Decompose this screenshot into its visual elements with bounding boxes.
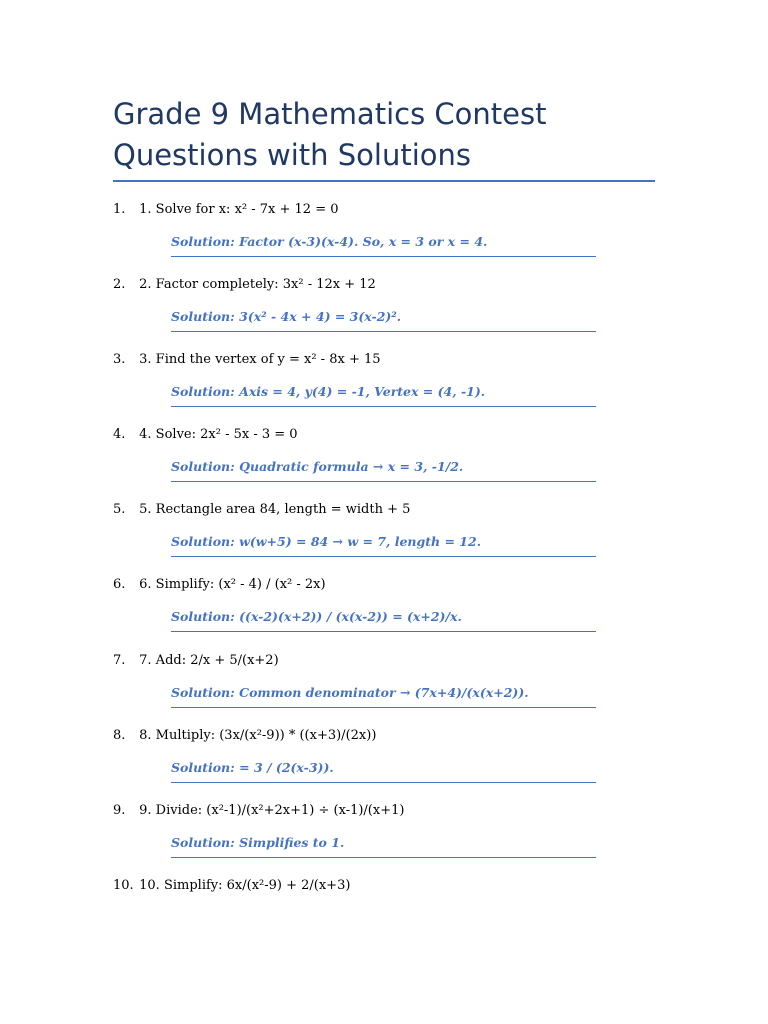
question-number: 3. — [113, 352, 126, 367]
title-line-2: Questions with Solutions — [113, 138, 472, 172]
solution-text: Solution: = 3 / (2(x-3)). — [171, 759, 596, 783]
question-number: 1. — [113, 202, 126, 217]
solution-text: Solution: ((x-2)(x+2)) / (x(x-2)) = (x+2)/x. — [171, 608, 596, 632]
question-number: 6. — [113, 577, 126, 592]
question-item — [113, 351, 673, 369]
question-number: 7. — [113, 653, 126, 668]
question-text: 4. Solve: 2x² - 5x - 3 = 0 — [139, 427, 298, 442]
question-item — [113, 426, 673, 444]
title-line-1: Grade 9 Mathematics Contest — [113, 97, 547, 131]
question-text: 6. Simplify: (x² - 4) / (x² - 2x) — [139, 577, 326, 592]
question-number: 5. — [113, 502, 126, 517]
question-item — [113, 276, 673, 294]
solution-text: Solution: Common denominator → (7x+4)/(x(x+2)). — [171, 684, 596, 708]
question-text: 1. Solve for x: x² - 7x + 12 = 0 — [139, 202, 339, 217]
question-number: 2. — [113, 277, 126, 292]
question-text: 10. Simplify: 6x/(x²-9) + 2/(x+3) — [139, 878, 351, 893]
question-item — [113, 727, 673, 745]
question-item — [113, 652, 673, 670]
question-number: 8. — [113, 728, 126, 743]
question-number: 10. — [113, 878, 134, 893]
question-item — [113, 877, 673, 895]
question-text: 8. Multiply: (3x/(x²-9)) * ((x+3)/(2x)) — [139, 728, 377, 743]
solution-text: Solution: Simplifies to 1. — [171, 834, 596, 858]
solution-text: Solution: 3(x² - 4x + 4) = 3(x-2)². — [171, 308, 596, 332]
question-item — [113, 576, 673, 594]
question-text: 3. Find the vertex of y = x² - 8x + 15 — [139, 352, 381, 367]
solution-text: Solution: Axis = 4, y(4) = -1, Vertex = (4, -1). — [171, 383, 596, 407]
page-title — [113, 94, 673, 176]
question-item — [113, 802, 673, 820]
solution-text: Solution: Quadratic formula → x = 3, -1/2. — [171, 458, 596, 482]
title-divider — [113, 180, 655, 182]
question-number: 9. — [113, 803, 126, 818]
question-item — [113, 501, 673, 519]
question-text: 9. Divide: (x²-1)/(x²+2x+1) ÷ (x-1)/(x+1) — [139, 803, 405, 818]
solution-text: Solution: Factor (x-3)(x-4). So, x = 3 or x = 4. — [171, 233, 596, 257]
solution-text: Solution: w(w+5) = 84 → w = 7, length = 12. — [171, 533, 596, 557]
question-number: 4. — [113, 427, 126, 442]
question-item — [113, 201, 673, 219]
question-text: 5. Rectangle area 84, length = width + 5 — [139, 502, 411, 517]
question-text: 2. Factor completely: 3x² - 12x + 12 — [139, 277, 376, 292]
question-text: 7. Add: 2/x + 5/(x+2) — [139, 653, 279, 668]
